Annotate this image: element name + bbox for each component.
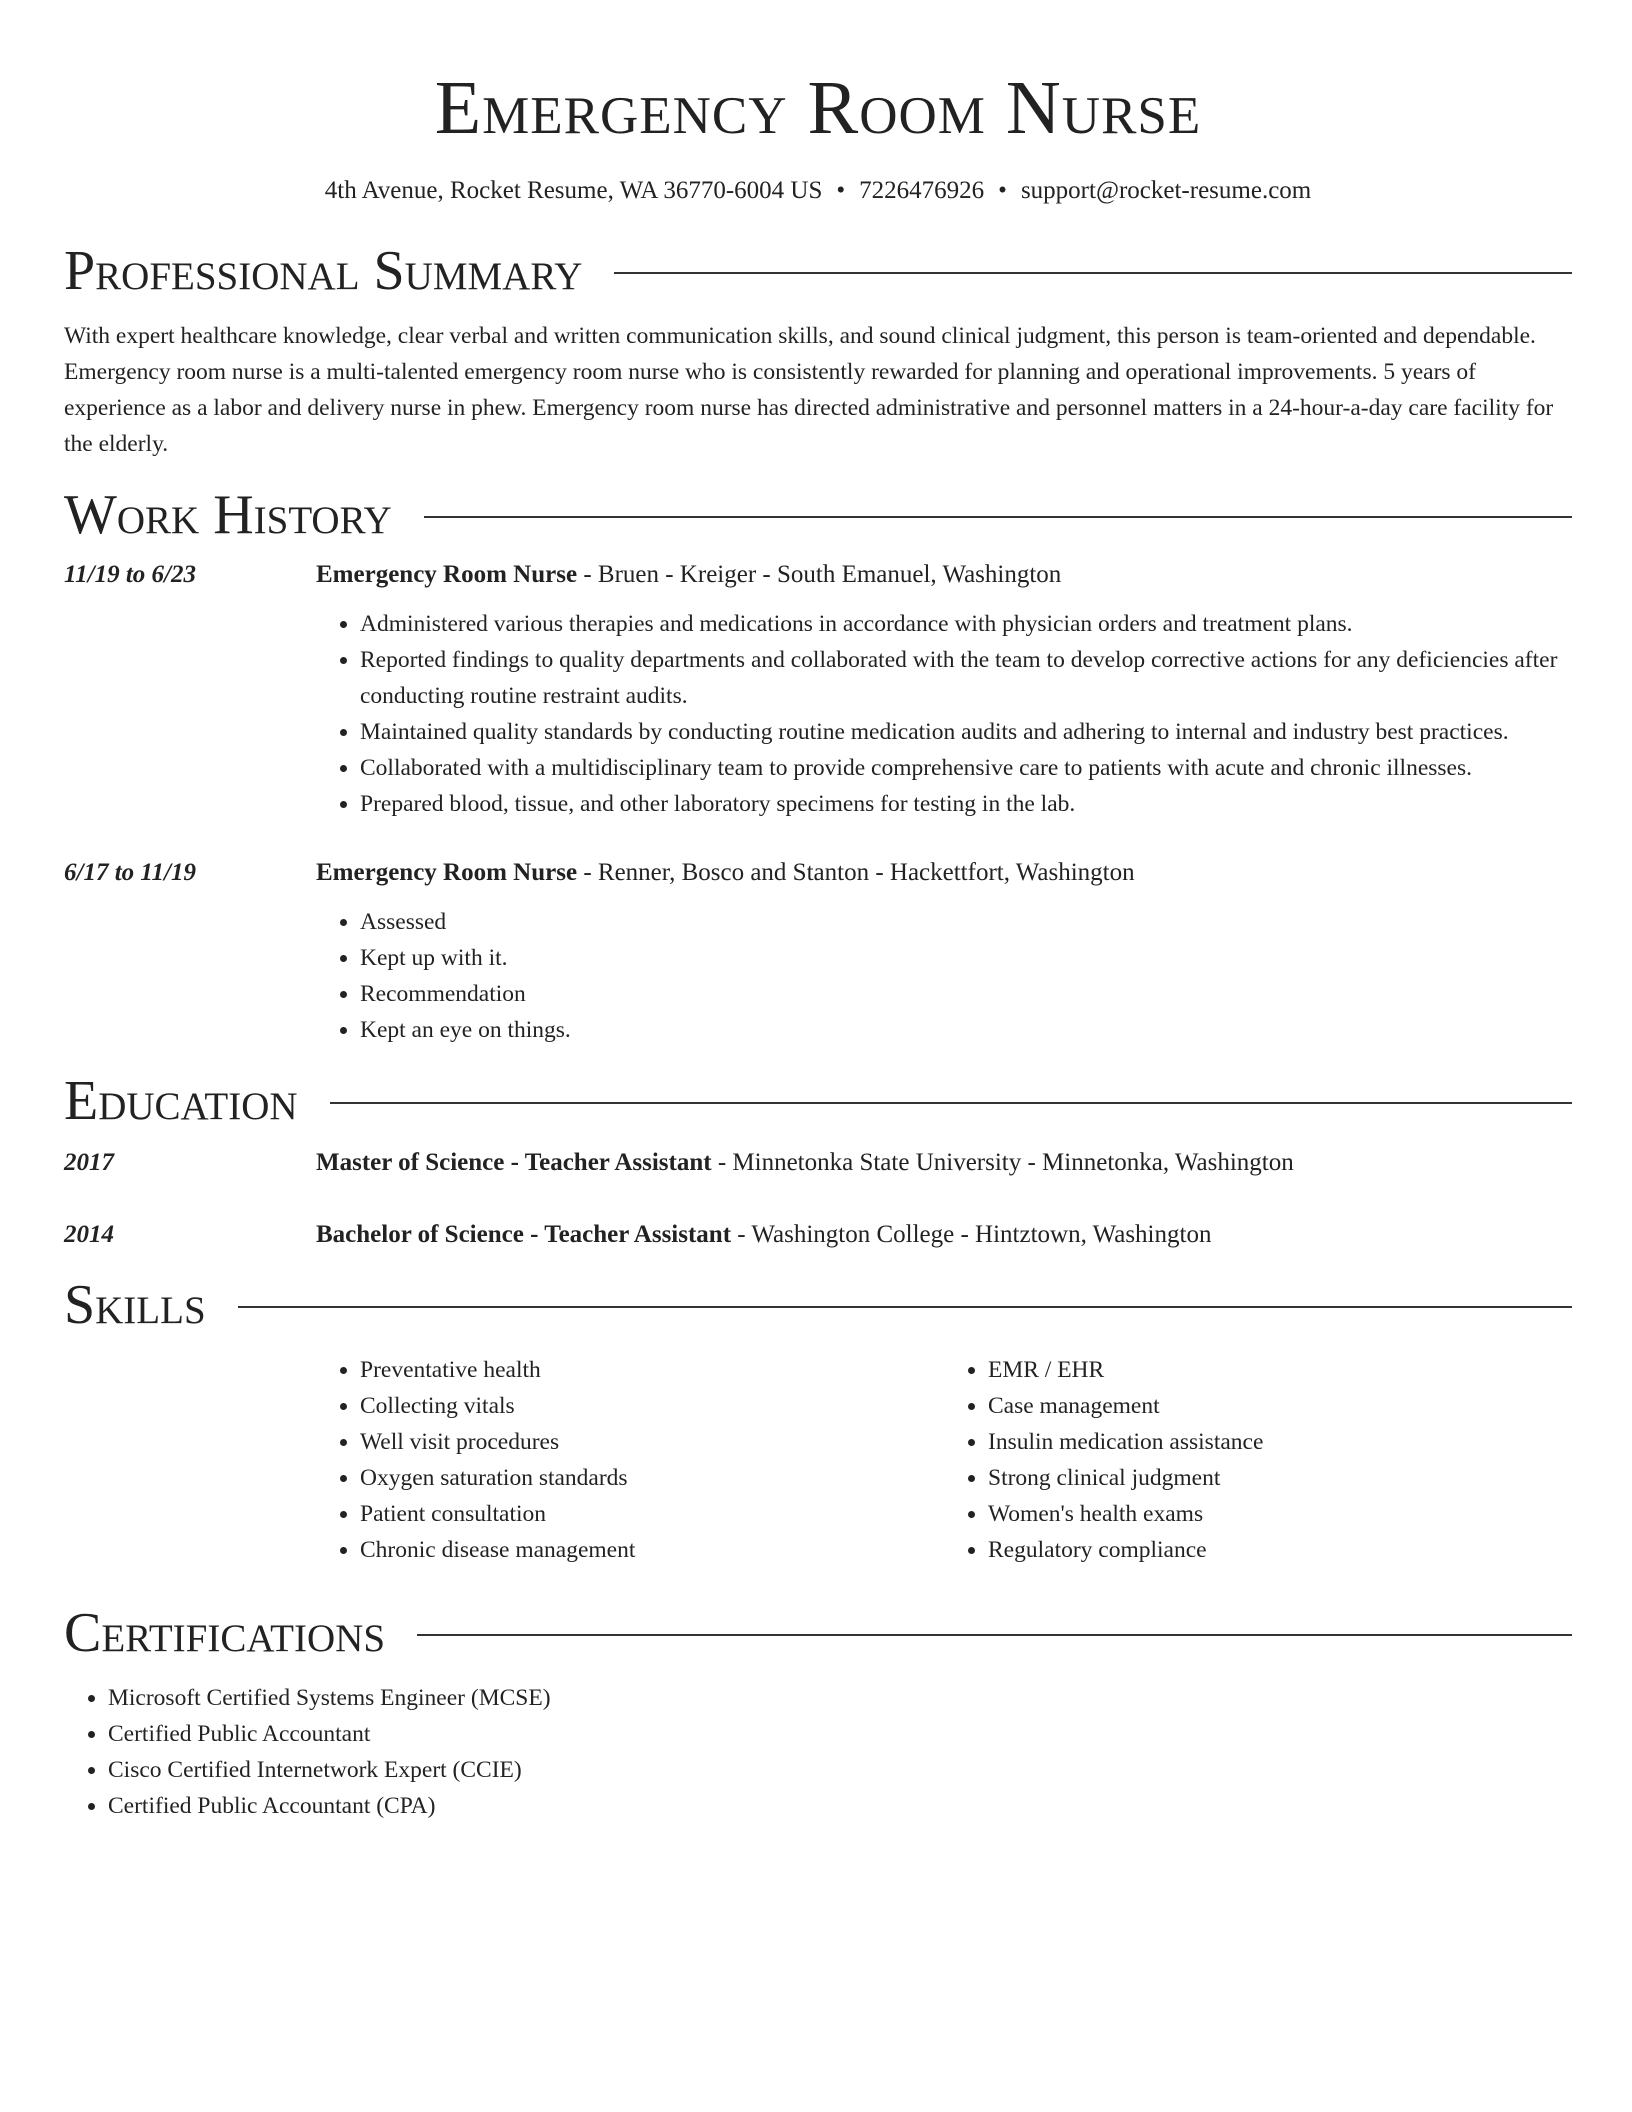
skill-item: • Preventative health: [360, 1352, 944, 1388]
job-bullet: • Kept up with it.: [360, 940, 1572, 976]
job-bullet: • Reported findings to quality departments and collaborated with the team to develop corrective actions for any deficiencies after conducting routine restraint audits.: [360, 642, 1572, 714]
job-bullet: • Recommendation: [360, 976, 1572, 1012]
job-entry: [64, 558, 1572, 822]
skill-item: • Women's health exams: [988, 1496, 1572, 1532]
job-title-line: [316, 558, 1572, 592]
skill-item: • Well visit procedures: [360, 1424, 944, 1460]
certifications-section-header: [64, 1598, 1572, 1668]
summary-text: With expert healthcare knowledge, clear verbal and written communication skills, and sound clinical judgment, this person is team-oriented and dependable. Emergency room nurse is a multi-talented emergency room nurse who is consistently rewarded for planning and operational improvements. 5 years of experience as a labor and delivery nurse in phew. Emergency room nurse has directed administrative and personnel matters in a 24-hour-a-day care facility for the elderly.: [64, 323, 1554, 457]
education-section-title: Education: [64, 1070, 298, 1132]
summary-section-header: [64, 236, 1572, 306]
skill-item: • Patient consultation: [360, 1496, 944, 1532]
section-divider: [424, 516, 1572, 518]
work-history-section-title: Work History: [64, 484, 392, 546]
contact-separator: •: [998, 177, 1007, 204]
skill-item: • Regulatory compliance: [988, 1532, 1572, 1568]
section-divider: [417, 1634, 1572, 1636]
job-bullet: • Maintained quality standards by conducting routine medication audits and adhering to internal and industry best practices.: [360, 714, 1572, 750]
skills-column-right: [944, 1352, 1572, 1568]
job-body: [316, 856, 1572, 1048]
section-divider: [614, 272, 1572, 274]
summary-section-title: Professional Summary: [64, 240, 583, 302]
job-entry: [64, 856, 1572, 1048]
resume-name: Emergency Room Nurse: [434, 66, 1202, 150]
job-bullets: [316, 904, 1572, 1048]
skill-item: • EMR / EHR: [988, 1352, 1572, 1388]
job-bullets: [316, 606, 1572, 822]
education-title-line: [316, 1146, 1572, 1180]
skills-list: [316, 1352, 1572, 1568]
education-title-line: [316, 1218, 1572, 1252]
contact-line: [64, 174, 1572, 208]
section-divider: [238, 1306, 1572, 1308]
contact-address: 4th Avenue, Rocket Resume, WA 36770-6004 US: [324, 177, 823, 204]
work-history-section-header: [64, 480, 1572, 550]
certification-item: • Certified Public Accountant (CPA): [108, 1788, 1572, 1824]
job-dates: 6/17 to 11/19: [64, 859, 196, 886]
skills-column-left: [316, 1352, 944, 1568]
education-year: 2014: [64, 1221, 114, 1248]
skills-section-title: Skills: [64, 1274, 206, 1336]
job-title-line: [316, 856, 1572, 890]
job-bullet: • Administered various therapies and medications in accordance with physician orders and treatment plans.: [360, 606, 1572, 642]
education-section-header: [64, 1066, 1572, 1136]
skill-item: • Strong clinical judgment: [988, 1460, 1572, 1496]
contact-email: support@rocket-resume.com: [1020, 177, 1312, 204]
skill-item: • Chronic disease management: [360, 1532, 944, 1568]
skills-section-header: [64, 1270, 1572, 1340]
job-position: Emergency Room Nurse: [316, 859, 578, 886]
education-entry: [64, 1218, 1572, 1252]
certification-item: • Certified Public Accountant: [108, 1716, 1572, 1752]
education-school-location: - Minnetonka State University - Minnetonka, Washington: [711, 1149, 1294, 1176]
resume-page: [64, 0, 1572, 1824]
skill-item: • Oxygen saturation standards: [360, 1460, 944, 1496]
job-dates: 11/19 to 6/23: [64, 561, 196, 588]
skill-item: • Case management: [988, 1388, 1572, 1424]
education-year: 2017: [64, 1149, 114, 1176]
job-bullet: • Prepared blood, tissue, and other laboratory specimens for testing in the lab.: [360, 786, 1572, 822]
section-divider: [330, 1102, 1572, 1104]
job-company-location: - Renner, Bosco and Stanton - Hackettfort, Washington: [577, 859, 1135, 886]
contact-phone: 7226476926: [859, 177, 985, 204]
education-school-location: - Washington College - Hintztown, Washington: [731, 1221, 1212, 1248]
certifications-list: [64, 1680, 1572, 1824]
job-company-location: - Bruen - Kreiger - South Emanuel, Washington: [577, 561, 1062, 588]
job-body: [316, 558, 1572, 822]
skill-item: • Collecting vitals: [360, 1388, 944, 1424]
job-position: Emergency Room Nurse: [316, 561, 578, 588]
education-entry: [64, 1146, 1572, 1180]
job-bullet: • Collaborated with a multidisciplinary team to provide comprehensive care to patients with acute and chronic illnesses.: [360, 750, 1572, 786]
certification-item: • Cisco Certified Internetwork Expert (CCIE): [108, 1752, 1572, 1788]
education-degree: Master of Science - Teacher Assistant: [316, 1149, 712, 1176]
job-bullet: • Assessed: [360, 904, 1572, 940]
contact-separator: •: [836, 177, 846, 204]
certifications-section-title: Certifications: [64, 1602, 386, 1664]
education-degree: Bachelor of Science - Teacher Assistant: [316, 1221, 732, 1248]
job-bullet: • Kept an eye on things.: [360, 1012, 1572, 1048]
certification-item: • Microsoft Certified Systems Engineer (MCSE): [108, 1680, 1572, 1716]
skill-item: • Insulin medication assistance: [988, 1424, 1572, 1460]
